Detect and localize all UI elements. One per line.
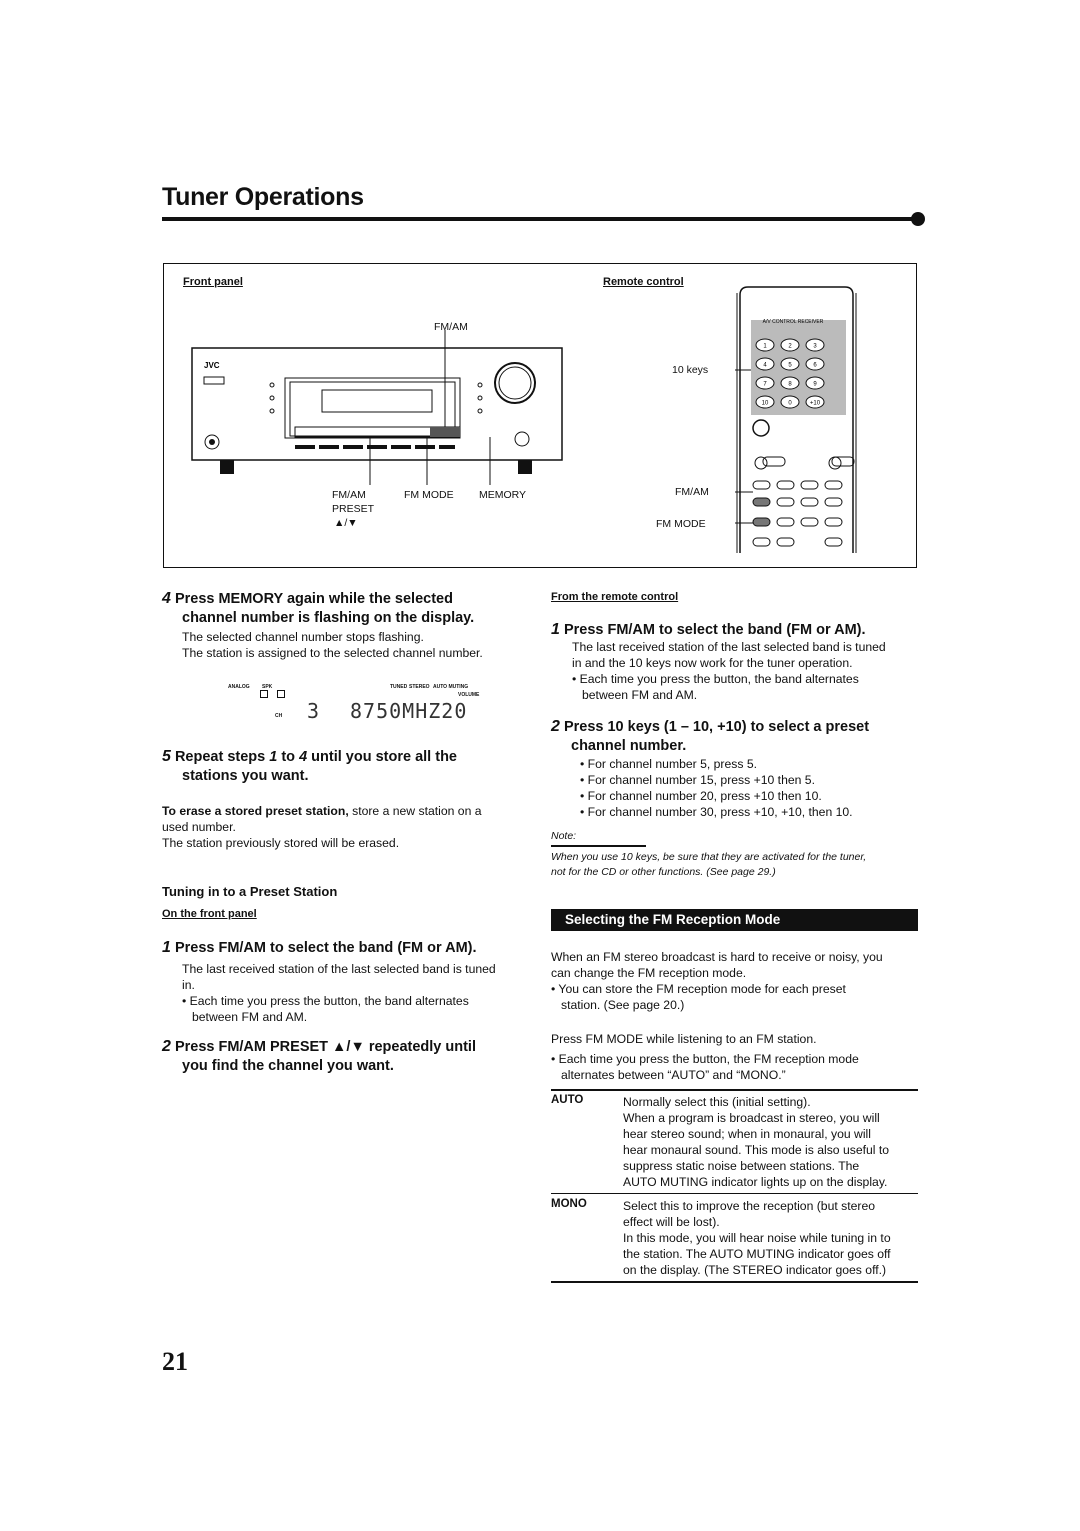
note-label: Note:: [551, 830, 577, 842]
remote-key-label: 4: [763, 362, 767, 369]
remote-key-label: 6: [813, 362, 817, 369]
callout-preset-arrows: ▲/▼: [334, 517, 358, 529]
preset-station-heading: Tuning in to a Preset Station: [162, 884, 338, 899]
brand-logo: JVC: [204, 361, 220, 370]
step4-heading: 4 Press MEMORY again while the selected channel number is flashing on the display.: [162, 590, 475, 626]
indicator-led: [478, 396, 482, 400]
remote-key-label: 10: [761, 400, 769, 407]
callout-fmam: FM/AM: [332, 489, 366, 501]
remote-key-label: 7: [763, 381, 767, 388]
remote-control-label: Remote control: [603, 276, 684, 288]
right-step2-bullets: [580, 756, 853, 820]
fmam-button-highlight: [430, 427, 460, 437]
power-switch: [204, 377, 224, 384]
bullet-item: • For channel number 20, press +10 then 10.: [580, 789, 822, 803]
remote-button: [755, 457, 767, 469]
remote-button: [753, 420, 769, 436]
step5-heading: 5 Repeat steps 1 to 4 until you store all the stations you want.: [162, 748, 457, 784]
remote-key-label: 9: [813, 381, 817, 388]
note-rule: [551, 845, 646, 847]
fm-mode-intro: When an FM stereo broadcast is hard to receive or noisy, you can change the FM reception mode. • You can store the FM reception mode for each preset station. (See page 20.): [551, 950, 883, 1012]
callout-fm-mode: FM MODE: [404, 489, 454, 501]
frequency-readout: 8750MHZ20: [350, 699, 468, 723]
indicator-led: [478, 409, 482, 413]
title-rule-dot: [911, 212, 925, 226]
table-term-auto: AUTO: [551, 1094, 584, 1106]
remote-header: A/V CONTROL RECEIVER: [762, 319, 824, 325]
remote-key-label: 3: [813, 343, 817, 350]
volume-knob-inner: [499, 367, 531, 399]
callout-preset: PRESET: [332, 503, 375, 515]
step4-body-2: The station is assigned to the selected channel number.: [182, 646, 483, 660]
step4-body-1: The selected channel number stops flashing.: [182, 630, 424, 644]
volume-knob: [495, 363, 535, 403]
channel-digit: 3: [307, 699, 320, 723]
bullet-item: • For channel number 30, press +10, +10, then 10.: [580, 805, 853, 819]
table-row-rule: [551, 1193, 918, 1194]
callout-remote-fmam: FM/AM: [675, 486, 709, 498]
bullet-item: • For channel number 5, press 5.: [580, 757, 758, 771]
remote-control-illustration: [735, 285, 865, 555]
left-step1-bullet: • Each time you press the button, the band alternates between FM and AM.: [182, 994, 469, 1024]
left-step1-heading: 1 Press FM/AM to select the band (FM or AM).: [162, 939, 477, 956]
remote-button: [829, 457, 841, 469]
title-rule: [162, 217, 918, 221]
fm-mode-alternates: • Each time you press the button, the FM reception mode alternates between “AUTO” and “MONO.”: [551, 1052, 859, 1082]
erase-instructions: To erase a stored preset station, store a new station on a used number. The station previously stored will be erased.: [162, 804, 482, 850]
input-knob: [515, 432, 529, 446]
receiver-front-panel-illustration: [190, 320, 570, 560]
phones-jack-center: [209, 439, 215, 445]
indicator-led: [478, 383, 482, 387]
table-top-rule: [551, 1089, 918, 1091]
remote-key-label: 2: [788, 343, 792, 350]
on-front-panel-label: On the front panel: [162, 908, 257, 920]
spk-l-box: [260, 690, 268, 698]
callout-memory: MEMORY: [479, 489, 527, 501]
bullet-item: • For channel number 15, press +10 then 5.: [580, 773, 815, 787]
indicator-led: [270, 409, 274, 413]
note-text: When you use 10 keys, be sure that they are activated for the tuner, not for the CD or other functions. (See page 29.): [551, 851, 867, 878]
remote-key-label: 1: [763, 343, 767, 350]
press-fm-mode: Press FM MODE while listening to an FM station.: [551, 1032, 817, 1046]
remote-fm-mode-button: [753, 518, 770, 526]
page-title: Tuner Operations: [162, 183, 364, 211]
left-step2-heading: 2 Press FM/AM PRESET ▲/▼ repeatedly until you find the channel you want.: [162, 1038, 476, 1074]
callout-10-keys: 10 keys: [672, 364, 709, 376]
indicator-led: [270, 383, 274, 387]
display-screen: [322, 390, 432, 412]
page-number: 21: [162, 1347, 188, 1376]
foot-right: [518, 460, 532, 474]
remote-key-label: +10: [809, 400, 821, 407]
remote-fmam-button: [753, 498, 770, 506]
table-bottom-rule: [551, 1281, 918, 1283]
right-step2-heading: 2 Press 10 keys (1 – 10, +10) to select a preset channel number.: [551, 718, 870, 754]
front-panel-label: Front panel: [183, 276, 243, 288]
from-remote-label: From the remote control: [551, 591, 679, 603]
remote-key-label: 5: [788, 362, 792, 369]
remote-key-label: 0: [788, 400, 792, 407]
table-desc-auto: Normally select this (initial setting). When a program is broadcast in stereo, you will hear stereo sound; when in monaural, you will hear monaural sound. This mode is also useful to suppress static noise between stations. The AUTO MUTING indicator lights up on the display.: [623, 1095, 890, 1189]
indicator-led: [270, 396, 274, 400]
right-step1-body: The last received station of the last selected band is tuned in and the 10 keys now work for the tuner operation. • Each time you press the button, the band alternates between FM and AM.: [572, 640, 886, 702]
foot-left: [220, 460, 234, 474]
remote-button: [832, 457, 854, 466]
fm-reception-mode-banner: Selecting the FM Reception Mode: [551, 909, 918, 931]
callout-remote-fm-mode: FM MODE: [656, 518, 706, 530]
table-desc-mono: Select this to improve the reception (but stereo effect will be lost). In this mode, you will hear noise while tuning in to the station. The AUTO MUTING indicator goes off on the display. (The STEREO indicator goes off.): [623, 1199, 891, 1277]
table-term-mono: MONO: [551, 1198, 587, 1210]
remote-key-label: 8: [788, 381, 792, 388]
callout-fmam-top: FM/AM: [434, 321, 468, 333]
right-step1-heading: 1 Press FM/AM to select the band (FM or AM).: [551, 621, 866, 638]
display-readout: ANALOG SPK TUNED STEREO AUTO MUTING VOLUME CH 3 8750MHZ20: [228, 684, 480, 723]
spk-r-box: [277, 690, 285, 698]
left-step1-body: The last received station of the last selected band is tuned in.: [182, 962, 496, 992]
